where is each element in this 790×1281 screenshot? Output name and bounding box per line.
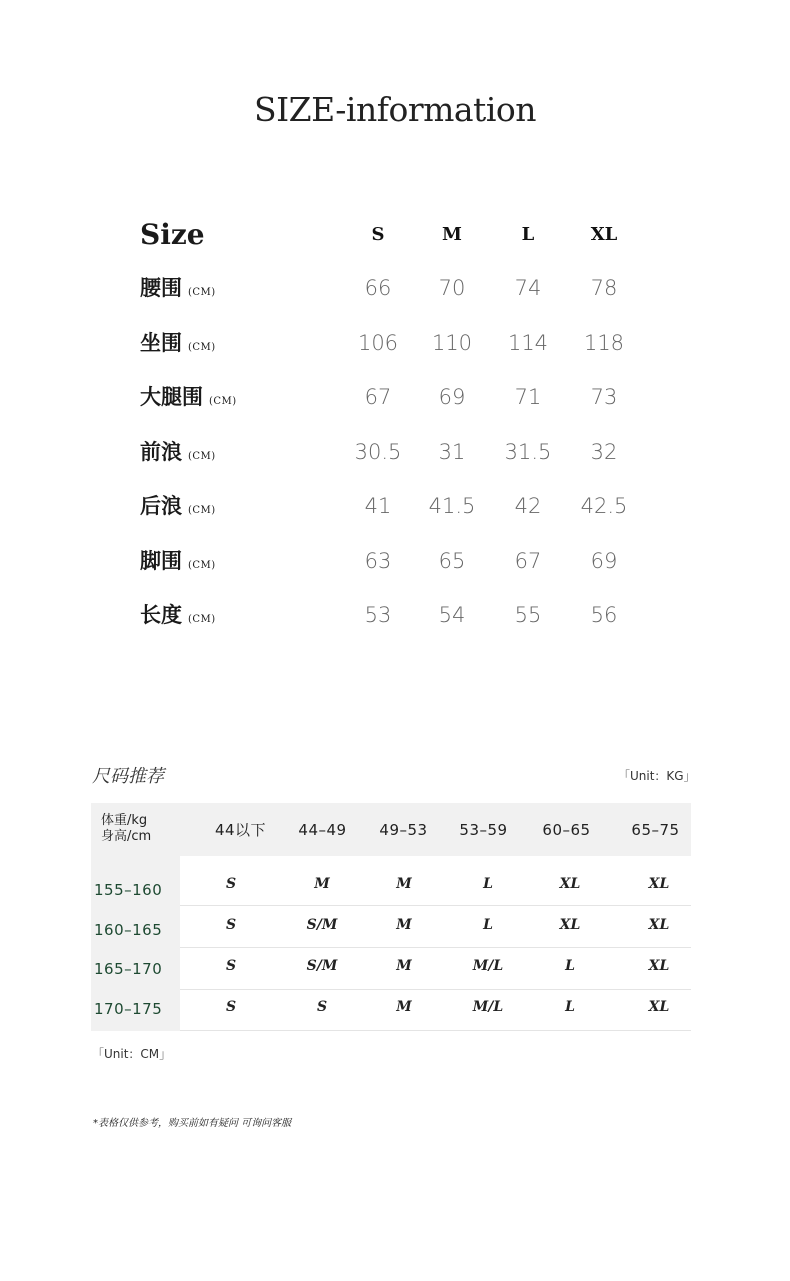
spec-cell: 31.5 bbox=[504, 440, 552, 464]
size-header-m: M bbox=[442, 224, 462, 245]
spec-cell: 71 bbox=[514, 385, 542, 409]
spec-cell: 69 bbox=[590, 549, 618, 573]
size-header-xl: XL bbox=[590, 224, 618, 245]
height-label: 170–175 bbox=[94, 1000, 163, 1018]
spec-row-back-rise bbox=[140, 479, 660, 533]
recommend-cell: S bbox=[316, 999, 328, 1015]
spec-cell: 41 bbox=[364, 494, 392, 518]
row-divider bbox=[180, 989, 691, 990]
row-divider bbox=[180, 905, 691, 906]
recommend-cell: S bbox=[225, 999, 237, 1015]
spec-row-hip bbox=[140, 316, 660, 370]
recommend-cell: M bbox=[396, 917, 412, 933]
spec-cell: 73 bbox=[590, 385, 618, 409]
weight-header: 49–53 bbox=[379, 821, 428, 839]
spec-row-label: 大腿围 (CM) bbox=[140, 384, 237, 409]
spec-row-label: 脚围 (CM) bbox=[140, 548, 216, 573]
spec-row-waist bbox=[140, 261, 660, 315]
recommend-cell: M bbox=[396, 876, 412, 892]
spec-cell: 30.5 bbox=[354, 440, 402, 464]
spec-cell: 70 bbox=[438, 276, 466, 300]
height-label: 165–170 bbox=[94, 960, 163, 978]
spec-cell: 32 bbox=[590, 440, 618, 464]
spec-cell: 67 bbox=[364, 385, 392, 409]
spec-row-leg-opening bbox=[140, 534, 660, 588]
row-divider bbox=[180, 1030, 691, 1031]
spec-cell: 42 bbox=[514, 494, 542, 518]
row-divider bbox=[180, 947, 691, 948]
recommend-cell: XL bbox=[648, 999, 670, 1015]
spec-row-thigh bbox=[140, 370, 660, 424]
spec-row-length bbox=[140, 588, 660, 642]
recommend-cell: S bbox=[225, 917, 237, 933]
recommend-cell: M bbox=[396, 999, 412, 1015]
spec-cell: 56 bbox=[590, 603, 618, 627]
recommend-cell: S/M bbox=[306, 917, 338, 933]
disclaimer-note: *表格仅供参考，购买前如有疑问 可询问客服 bbox=[93, 1118, 292, 1129]
recommend-cell: L bbox=[483, 917, 493, 933]
recommend-cell: M bbox=[314, 876, 330, 892]
spec-cell: 69 bbox=[438, 385, 466, 409]
recommend-cell: M/L bbox=[472, 958, 504, 974]
spec-cell: 78 bbox=[590, 276, 618, 300]
table-corner-label: 体重/kg 身高/cm bbox=[101, 813, 152, 844]
recommend-cell: S/M bbox=[306, 958, 338, 974]
unit-kg-label: 「Unit：KG」 bbox=[618, 769, 696, 783]
unit-cm-label: 「Unit：CM」 bbox=[92, 1047, 172, 1061]
size-header-s: S bbox=[371, 224, 385, 245]
size-header-row bbox=[140, 205, 660, 265]
recommend-cell: XL bbox=[648, 958, 670, 974]
spec-cell: 110 bbox=[431, 331, 473, 355]
recommend-title: 尺码推荐 bbox=[92, 766, 164, 787]
height-label: 155–160 bbox=[94, 881, 163, 899]
spec-cell: 66 bbox=[364, 276, 392, 300]
size-column-label: Size bbox=[140, 218, 205, 251]
spec-cell: 67 bbox=[514, 549, 542, 573]
weight-header: 65–75 bbox=[631, 821, 680, 839]
spec-row-front-rise bbox=[140, 425, 660, 479]
recommend-cell: M bbox=[396, 958, 412, 974]
recommend-cell: L bbox=[483, 876, 493, 892]
weight-header: 60–65 bbox=[542, 821, 591, 839]
spec-cell: 54 bbox=[438, 603, 466, 627]
spec-row-label: 后浪 (CM) bbox=[140, 493, 216, 518]
weight-header: 53–59 bbox=[459, 821, 508, 839]
height-label: 160–165 bbox=[94, 921, 163, 939]
spec-cell: 106 bbox=[357, 331, 399, 355]
recommend-cell: XL bbox=[559, 917, 581, 933]
weight-header: 44以下 bbox=[214, 821, 267, 839]
recommend-cell: XL bbox=[559, 876, 581, 892]
spec-row-label: 坐围 (CM) bbox=[140, 330, 216, 355]
spec-row-label: 长度 (CM) bbox=[140, 602, 216, 627]
recommend-cell: S bbox=[225, 958, 237, 974]
spec-row-label: 腰围 (CM) bbox=[140, 275, 216, 300]
spec-cell: 118 bbox=[583, 331, 625, 355]
spec-cell: 53 bbox=[364, 603, 392, 627]
weight-header: 44–49 bbox=[298, 821, 347, 839]
spec-cell: 74 bbox=[514, 276, 542, 300]
page-title: SIZE-information bbox=[254, 90, 536, 129]
spec-cell: 65 bbox=[438, 549, 466, 573]
recommend-cell: XL bbox=[648, 917, 670, 933]
spec-cell: 31 bbox=[438, 440, 466, 464]
size-recommend-table bbox=[91, 803, 691, 1031]
spec-cell: 114 bbox=[507, 331, 549, 355]
recommend-cell: S bbox=[225, 876, 237, 892]
size-header-l: L bbox=[521, 224, 535, 245]
spec-cell: 63 bbox=[364, 549, 392, 573]
spec-cell: 42.5 bbox=[580, 494, 628, 518]
spec-cell: 41.5 bbox=[428, 494, 476, 518]
spec-cell: 55 bbox=[514, 603, 542, 627]
spec-row-label: 前浪 (CM) bbox=[140, 439, 216, 464]
recommend-cell: XL bbox=[648, 876, 670, 892]
recommend-cell: L bbox=[565, 999, 575, 1015]
recommend-cell: L bbox=[565, 958, 575, 974]
recommend-cell: M/L bbox=[472, 999, 504, 1015]
